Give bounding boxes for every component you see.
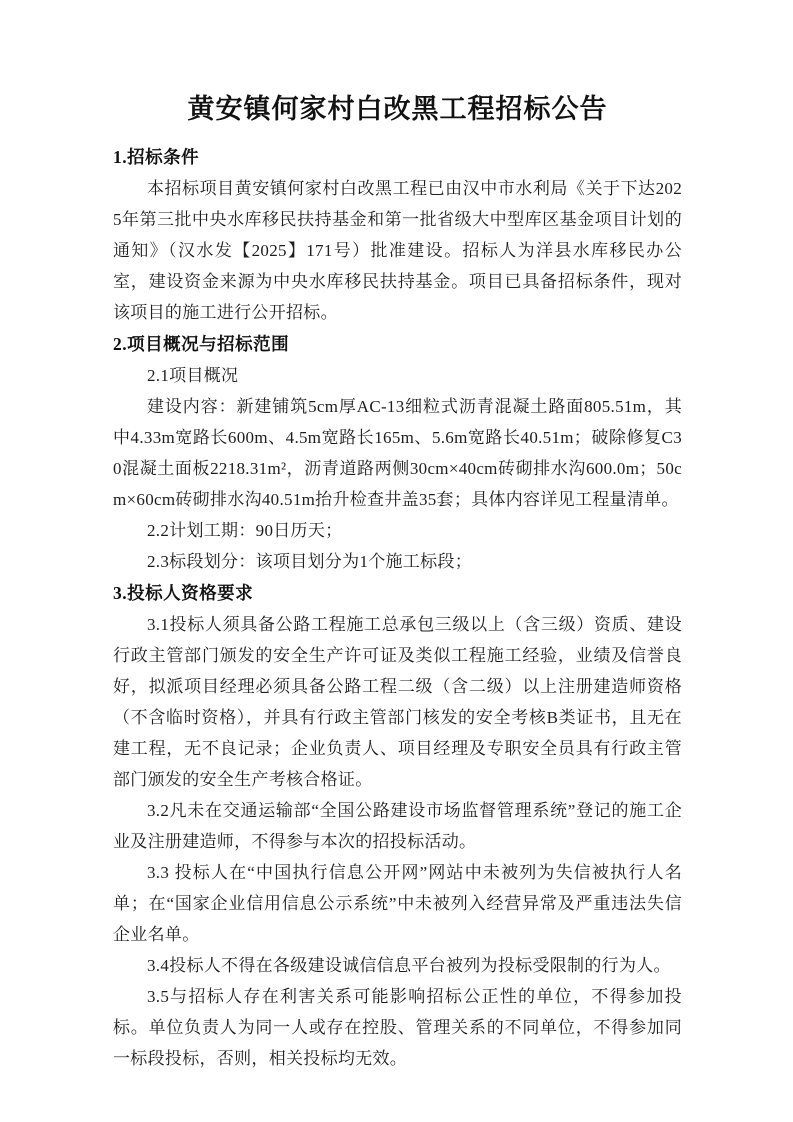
bidder-qualifications-heading: 3.投标人资格要求	[113, 583, 254, 603]
section-tender-conditions	[113, 141, 682, 328]
document-title: 黄安镇何家村白改黑工程招标公告	[187, 94, 608, 124]
section-division-line: 2.3标段划分：该项目划分为1个施工标段；	[147, 552, 473, 571]
project-overview-heading: 2.项目概况与招标范围	[113, 334, 290, 354]
project-overview-subheading: 2.1项目概况	[147, 366, 239, 385]
qualification-item-3-3: 3.3 投标人在“中国执行信息公开网”网站中未被列为失信被执行人名单；在“国家企业信用信息公示系统”中未被列入经营异常及严重违法失信企业名单。	[113, 863, 682, 944]
qualification-item-3-4: 3.4投标人不得在各级建设诚信信息平台被列为投标受限制的行为人。	[147, 956, 671, 975]
tender-conditions-heading: 1.招标条件	[113, 147, 200, 167]
section-project-overview	[113, 328, 682, 577]
tender-conditions-paragraph: 本招标项目黄安镇何家村白改黑工程已由汉中市水利局《关于下达2025年第三批中央水库移民扶持基金和第一批省级大中型库区基金项目计划的通知》（汉水发【2025】171号）批准建设。招标人为洋县水库移民办公室，建设资金来源为中央水库移民扶持基金。项目已具备招标条件，现对该项目的施工进行公开招标。	[113, 179, 682, 322]
planned-duration-line: 2.2计划工期：90日历天；	[147, 521, 343, 540]
qualification-item-3-2: 3.2凡未在交通运输部“全国公路建设市场监督管理系统”登记的施工企业及注册建造师，不得参与本次的招投标活动。	[113, 801, 682, 851]
construction-content-paragraph: 建设内容：新建铺筑5cm厚AC-13细粒式沥青混凝土路面805.51m，其中4.33m宽路长600m、4.5m宽路长165m、5.6m宽路长40.51m；破除修复C30混凝土面板2218.31m²，沥青道路两侧30cm×40cm砖砌排水沟600.0m；50cm×60cm砖砌排水沟40.51m抬升检查井盖35套；具体内容详见工程量清单。	[113, 397, 682, 509]
section-bidder-qualifications	[113, 577, 682, 1074]
qualification-item-3-5: 3.5与招标人存在利害关系可能影响招标公正性的单位，不得参加投标。单位负责人为同一人或存在控股、管理关系的不同单位，不得参加同一标段投标，否则，相关投标均无效。	[113, 987, 682, 1068]
qualification-item-3-1: 3.1投标人须具备公路工程施工总承包三级以上（含三级）资质、建设行政主管部门颁发的安全生产许可证及类似工程施工经验，业绩及信誉良好，拟派项目经理必须具备公路工程二级（含二级）以上注册建造师资格（不含临时资格），并具有行政主管部门核发的安全考核B类证书，且无在建工程，无不良记录；企业负责人、项目经理及专职安全员具有行政主管部门颁发的安全生产考核合格证。	[113, 615, 682, 789]
